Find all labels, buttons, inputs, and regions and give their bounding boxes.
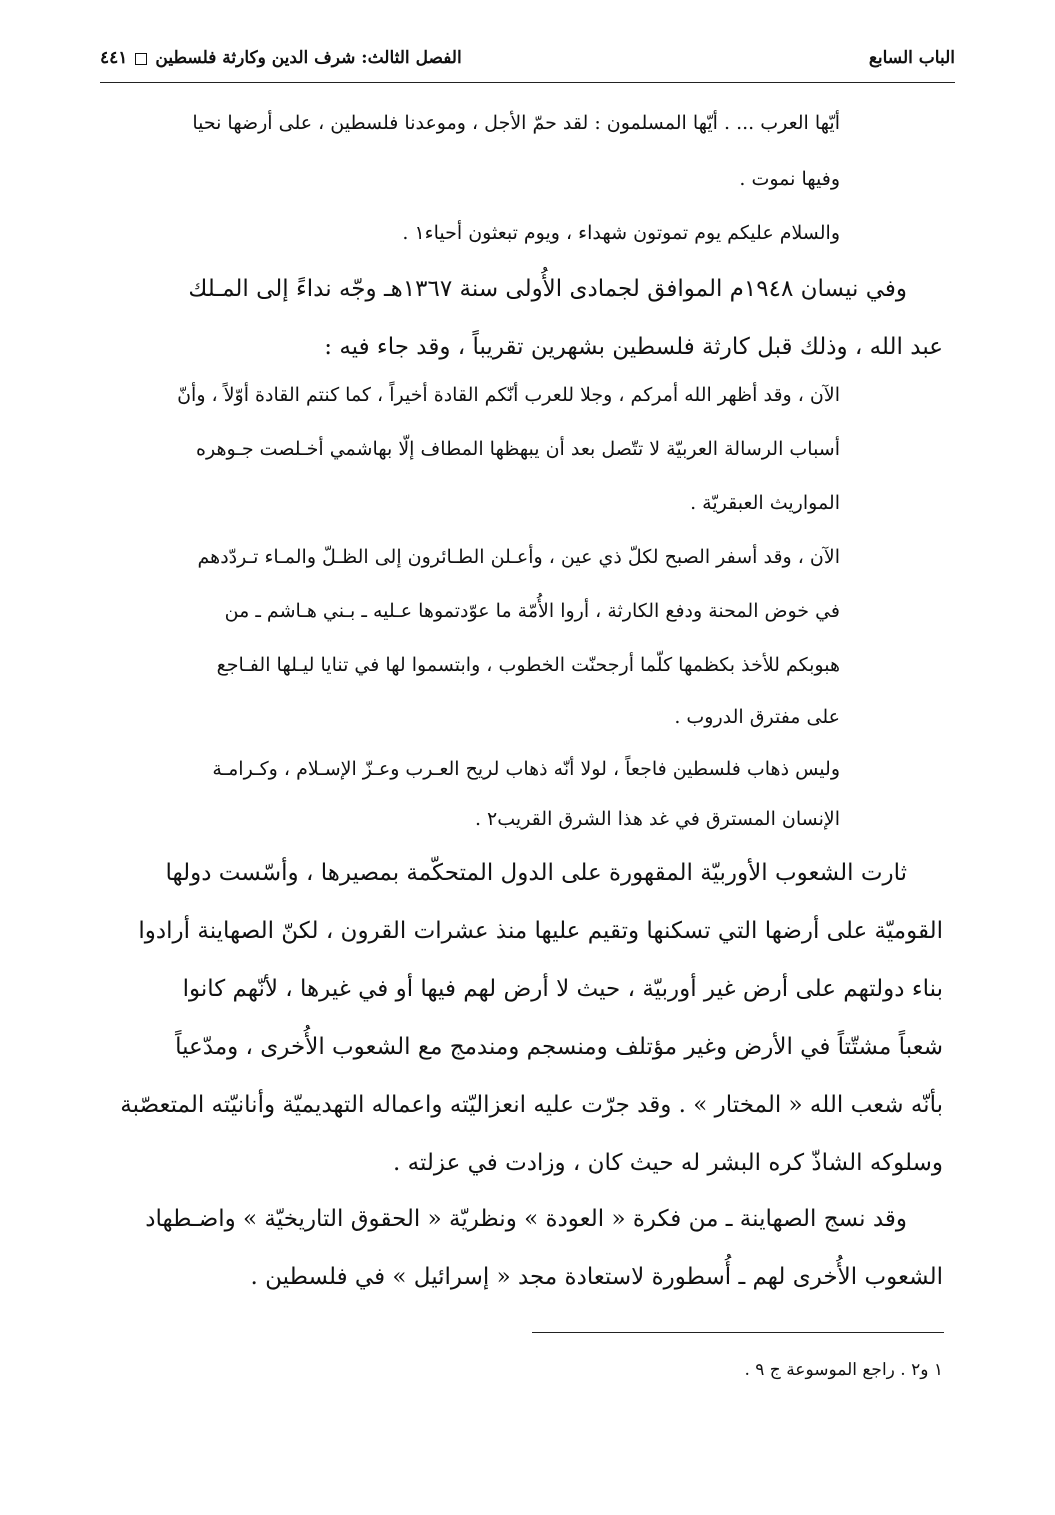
- body-line: وفي نيسان ١٩٤٨م الموافق لجمادى الأُولى سنة ١٣٦٧هـ وجّه نداءً إلى المـلك: [188, 276, 907, 302]
- quote-line: والسلام عليكم يوم تموتون شهداء ، ويوم تبعثون أحياء١ .: [402, 222, 840, 244]
- body-line: بأنّه شعب الله « المختار » . وقد جرّت عليه انعزاليّته واعماله التهديميّة وأنانيّته المتعصّبة: [120, 1092, 943, 1118]
- quote-line: المواريث العبقريّة .: [690, 492, 840, 514]
- quote-line: أيّها العرب ... . أيّها المسلمون : لقد حمّ الأجل ، وموعدنا فلسطين ، على أرضها نحيا: [192, 112, 840, 134]
- quote-line: في خوض المحنة ودفع الكارثة ، أروا الأُمّة ما عوّدتموها عـليه ـ بـني هـاشم ـ من: [224, 600, 840, 622]
- quote-line: الآن ، وقد أظهر الله أمركم ، وجلا للعرب أنّكم القادة أخيراً ، كما كنتم القادة أوّلاً ، وأنّ: [177, 384, 840, 406]
- running-header: [100, 42, 955, 76]
- header-left: [100, 48, 462, 68]
- page-number: ٤٤١: [100, 48, 128, 68]
- quote-line: وفيها نموت .: [739, 168, 840, 190]
- footnote: ١ و٢ . راجع الموسوعة ج ٩ .: [744, 1360, 943, 1380]
- body-line: بناء دولتهم على أرض غير أوربيّة ، حيث لا أرض لهم فيها أو في غيرها ، لأنّهم كانوا: [182, 976, 943, 1002]
- body-line: شعباً مشتّتاً في الأرض وغير مؤتلف ومنسجم ومندمج مع الشعوب الأُخرى ، ومدّعياً: [175, 1034, 943, 1060]
- body-line: الشعوب الأُخرى لهم ـ أُسطورة لاستعادة مجد « إسرائيل » في فلسطين .: [250, 1264, 943, 1290]
- body-line: عبد الله ، وذلك قبل كارثة فلسطين بشهرين تقريباً ، وقد جاء فيه :: [324, 334, 943, 360]
- quote-line: على مفترق الدروب .: [674, 706, 840, 728]
- footnote-rule: [532, 1332, 944, 1333]
- quote-line: الآن ، وقد أسفر الصبح لكلّ ذي عين ، وأعـلن الطـائرون إلى الظـلّ والمـاء تـردّدهم: [197, 546, 840, 568]
- body-line: وسلوكه الشاذّ كره البشر له حيث كان ، وزادت في عزلته .: [392, 1150, 943, 1176]
- chapter-title: الباب السابع: [868, 48, 955, 68]
- quote-line: هبوبكم للأخذ بكظمها كلّما أرجحنّت الخطوب ، وابتسموا لها في تنايا ليـلها الفـاجع: [216, 654, 840, 676]
- quote-line: الإنسان المسترق في غد هذا الشرق القريب٢ .: [474, 808, 840, 830]
- body-line: وقد نسج الصهاينة ـ من فكرة « العودة » ونظريّة « الحقوق التاريخيّة » واضـطهاد: [145, 1206, 907, 1232]
- square-icon: [135, 53, 147, 65]
- quote-line: وليس ذهاب فلسطين فاجعاً ، لولا أنّه ذهاب لريح العـرب وعـزّ الإسـلام ، وكـرامـة: [212, 758, 840, 780]
- quote-line: أسباب الرسالة العربيّة لا تتّصل بعد أن يبهظها المطاف إلّا بهاشمي أخـلصت جـوهره: [196, 438, 840, 460]
- section-title: الفصل الثالث: شرف الدين وكارثة فلسطين: [155, 48, 462, 68]
- body-line: ثارت الشعوب الأوربيّة المقهورة على الدول المتحكّمة بمصيرها ، وأسّست دولها: [165, 860, 907, 886]
- body-line: القوميّة على أرضها التي تسكنها وتقيم عليها منذ عشرات القرون ، لكنّ الصهاينة أرادوا: [138, 918, 943, 944]
- header-rule: [100, 82, 955, 83]
